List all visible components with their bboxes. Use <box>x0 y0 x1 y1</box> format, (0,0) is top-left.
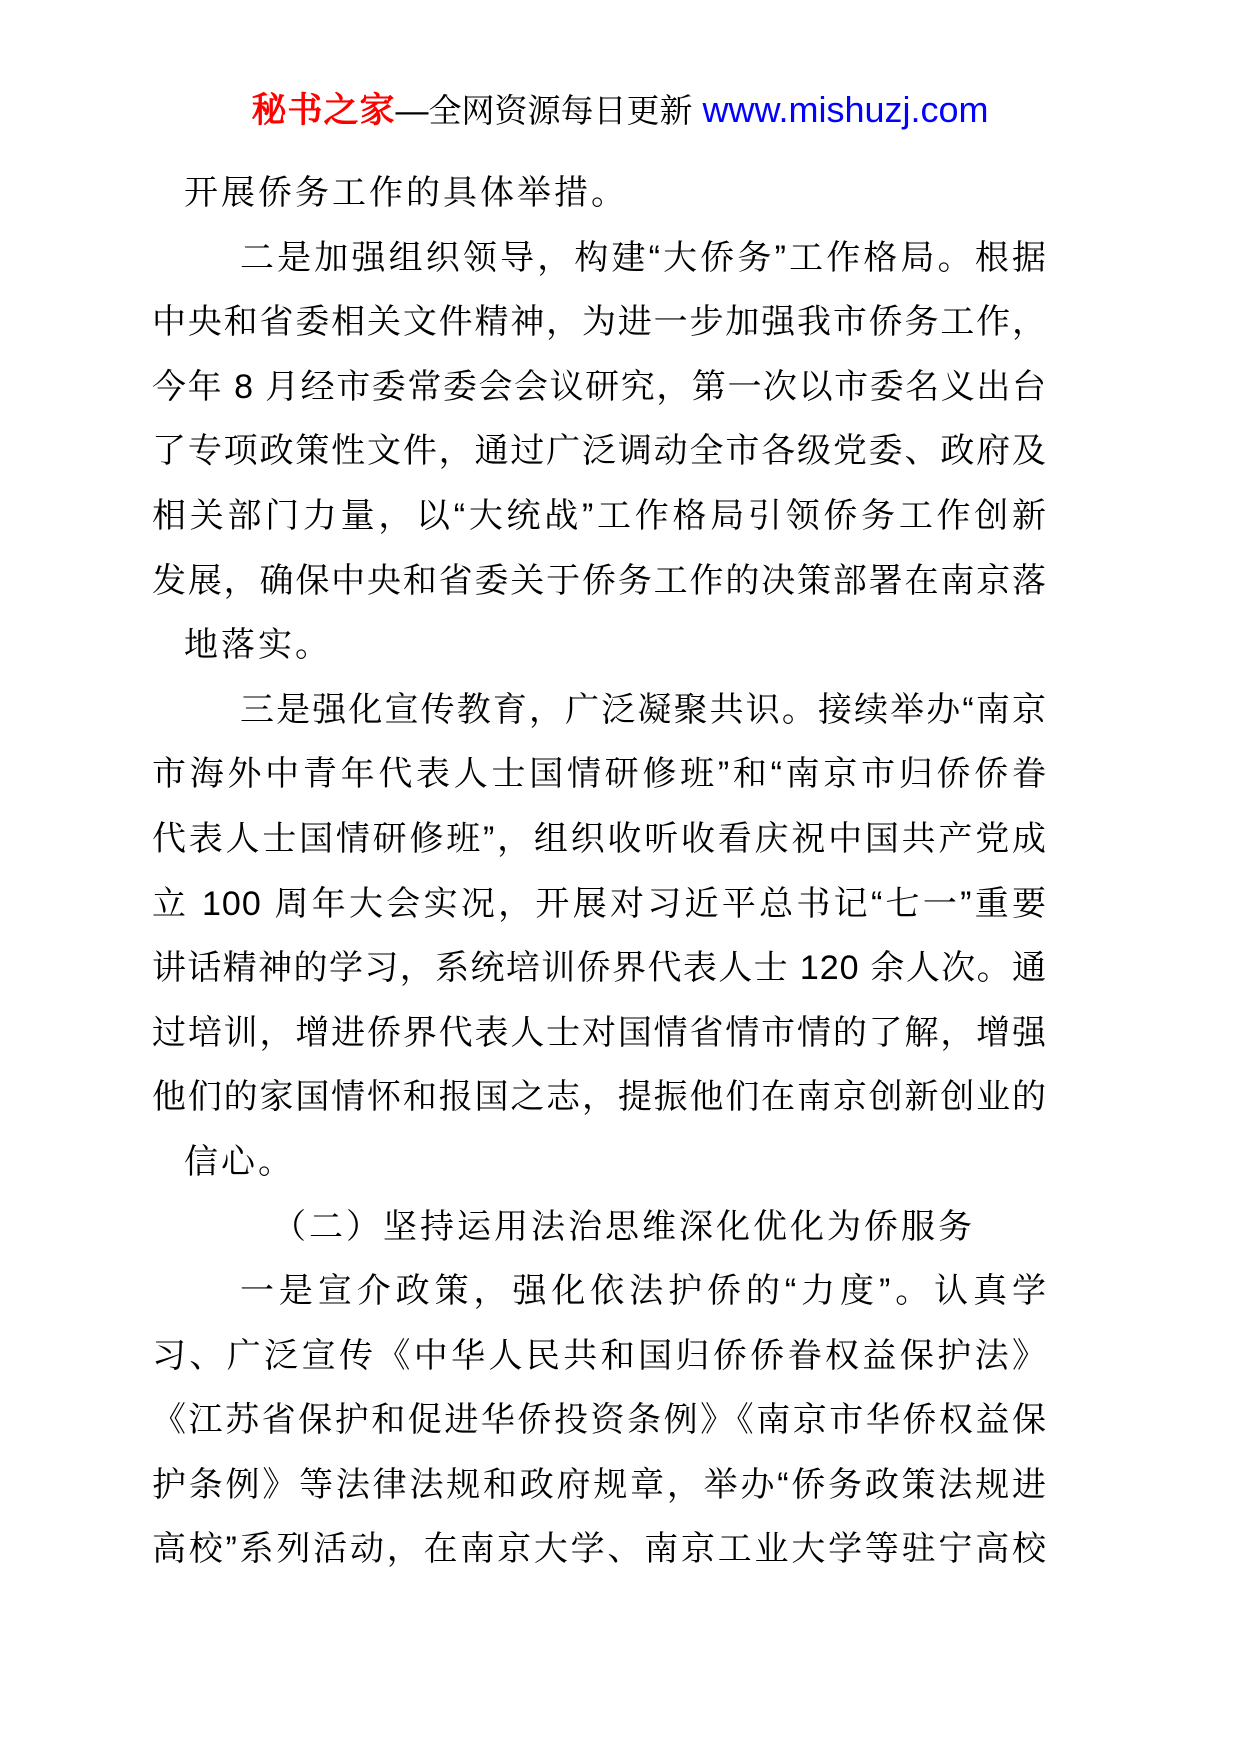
document-body <box>152 161 1047 1582</box>
text-line: 讲话精神的学习，系统培训侨界代表人士 120 余人次。通 <box>152 949 1047 988</box>
text-line: 高校”系列活动，在南京大学、南京工业大学等驻宁高校 <box>152 1530 1047 1569</box>
text-line: 习、广泛宣传《中华人民共和国归侨侨眷权益保护法》 <box>152 1336 1047 1375</box>
text-line: 了专项政策性文件，通过广泛调动全市各级党委、政府及 <box>152 432 1047 471</box>
text-line: 《江苏省保护和促进华侨投资条例》《南京市华侨权益保 <box>152 1401 1047 1440</box>
text-line: 立 100 周年大会实况，开展对习近平总书记“七一”重要 <box>152 884 1047 923</box>
text-line: 中央和省委相关文件精神，为进一步加强我市侨务工作， <box>152 303 1047 342</box>
text-line: 一是宣介政策，强化依法护侨的“力度”。认真学 <box>240 1272 1047 1311</box>
text-line: （二）坚持运用法治思维深化优化为侨服务 <box>272 1207 975 1246</box>
text-line: 护条例》等法律法规和政府规章，举办“侨务政策法规进 <box>152 1465 1047 1504</box>
text-line: 他们的家国情怀和报国之志，提振他们在南京创新创业的 <box>152 1078 1047 1117</box>
text-line: 市海外中青年代表人士国情研修班”和“南京市归侨侨眷 <box>152 755 1047 794</box>
site-url: www.mishuzj.com <box>702 89 989 130</box>
page-header <box>0 88 1240 140</box>
text-line: 今年 8 月经市委常委会会议研究，第一次以市委名义出台 <box>152 367 1047 406</box>
text-line: 地落实。 <box>184 626 332 665</box>
text-line: 相关部门力量，以“大统战”工作格局引领侨务工作创新 <box>152 496 1047 535</box>
text-line: 三是强化宣传教育，广泛凝聚共识。接续举办“南京 <box>240 690 1047 729</box>
text-line: 过培训，增进侨界代表人士对国情省情市情的了解，增强 <box>152 1013 1047 1052</box>
text-line: 发展，确保中央和省委关于侨务工作的决策部署在南京落 <box>152 561 1047 600</box>
site-tagline: —全网资源每日更新 <box>395 92 693 129</box>
text-line: 代表人士国情研修班”，组织收听收看庆祝中国共产党成 <box>152 819 1047 858</box>
site-name: 秘书之家 <box>251 91 396 130</box>
text-line: 二是加强组织领导，构建“大侨务”工作格局。根据 <box>240 238 1047 277</box>
text-line: 信心。 <box>184 1142 295 1181</box>
text-line: 开展侨务工作的具体举措。 <box>184 174 628 212</box>
